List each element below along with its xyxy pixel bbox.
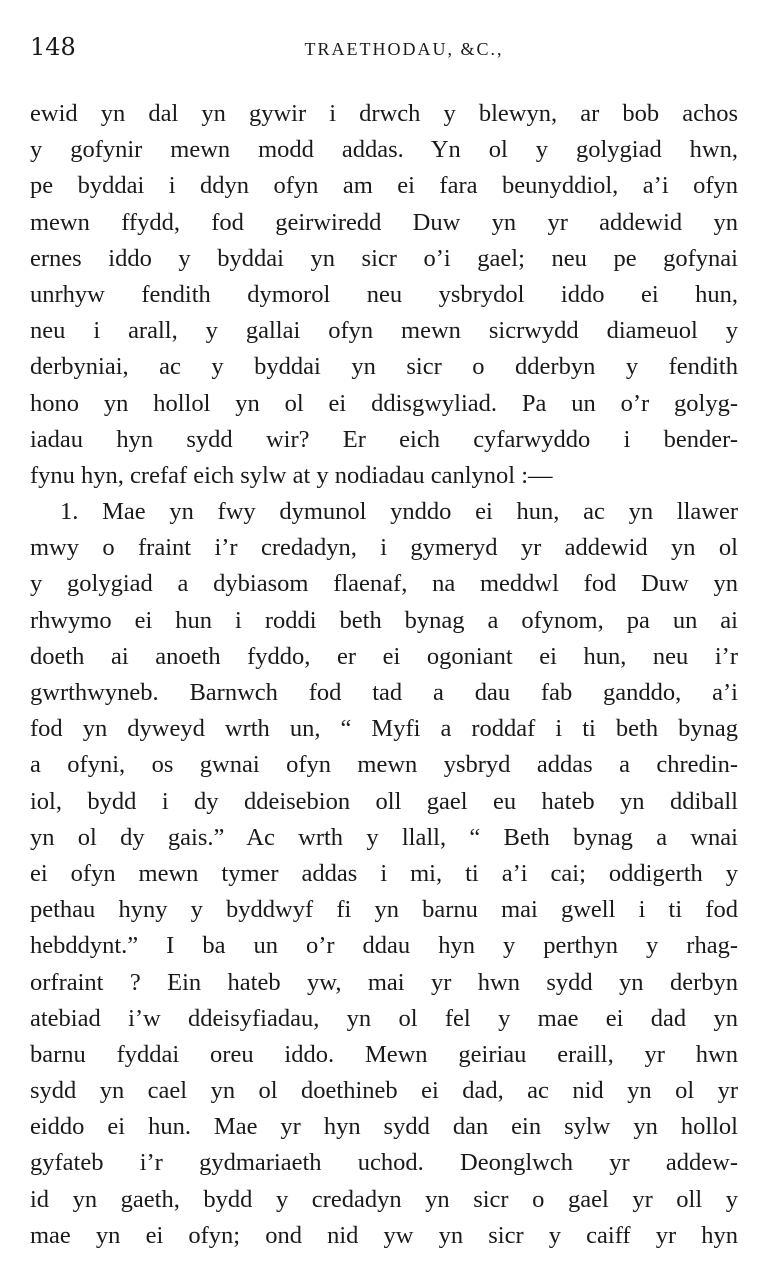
text-line: hono yn hollol yn ol ei ddisgwyliad. Pa un o’r golyg-	[30, 389, 738, 417]
text-line: id yn gaeth, bydd y credadyn yn sicr o gael yr oll y	[30, 1185, 738, 1213]
text-line: ewid yn dal yn gywir i drwch y blewyn, ar bob achos	[30, 100, 738, 127]
text-line: orfraint ? Ein hateb yw, mai yr hwn sydd yn derbyn	[30, 968, 738, 996]
paragraph-first-line: 1. Mae yn fwy dymunol ynddo ei hun, ac yn llawer	[60, 498, 738, 526]
text-line: a ofyni, os gwnai ofyn mewn ysbryd addas a chredin-	[30, 751, 738, 779]
text-line: doeth ai anoeth fyddo, er ei ogoniant ei hun, neu i’r	[30, 642, 738, 670]
text-line: hebddynt.” I ba un o’r ddau hyn y perthyn y rhag-	[30, 932, 738, 960]
text-line: pe byddai i ddyn ofyn am ei fara beunyddiol, a’i ofyn	[30, 172, 738, 200]
body-text	[30, 96, 738, 1254]
text-line: pethau hyny y byddwyf fi yn barnu mai gwell i ti fod	[30, 896, 738, 924]
page-number: 148	[30, 33, 76, 61]
running-head	[30, 30, 738, 64]
text-line: rhwymo ei hun i roddi beth bynag a ofynom, pa un ai	[30, 606, 738, 634]
text-line: fod yn dyweyd wrth un, “ Myfi a roddaf i ti beth bynag	[30, 715, 738, 743]
text-line: neu i arall, y gallai ofyn mewn sicrwydd diameuol y	[30, 317, 738, 345]
text-line: iadau hyn sydd wir? Er eich cyfarwyddo i bender-	[30, 425, 738, 453]
text-line: fynu hyn, crefaf eich sylw at y nodiadau canlynol :—	[30, 461, 553, 489]
text-line: atebiad i’w ddeisyfiadau, yn ol fel y mae ei dad yn	[30, 1004, 738, 1032]
text-line: mwy o fraint i’r credadyn, i gymeryd yr addewid yn ol	[30, 534, 738, 562]
text-line: ernes iddo y byddai yn sicr o’i gael; neu pe gofynai	[30, 244, 738, 272]
running-title: TRAETHODAU, &C.,	[304, 39, 504, 59]
text-line: y gofynir mewn modd addas. Yn ol y golygiad hwn,	[30, 136, 738, 164]
text-line: mae yn ei ofyn; ond nid yw yn sicr y caiff yr hyn	[30, 1221, 738, 1249]
text-line: gyfateb i’r gydmariaeth uchod. Deonglwch yr addew-	[30, 1149, 738, 1177]
text-line: gwrthwyneb. Barnwch fod tad a dau fab ganddo, a’i	[30, 679, 738, 706]
text-line: derbyniai, ac y byddai yn sicr o dderbyn y fendith	[30, 353, 738, 381]
text-line: barnu fyddai oreu iddo. Mewn geiriau eraill, yr hwn	[30, 1040, 738, 1068]
text-line: ei ofyn mewn tymer addas i mi, ti a’i cai; oddigerth y	[30, 859, 738, 887]
text-line: y golygiad a dybiasom flaenaf, na meddwl fod Duw yn	[30, 570, 738, 598]
text-line: eiddo ei hun. Mae yr hyn sydd dan ein sylw yn hollol	[30, 1113, 738, 1141]
text-line: mewn ffydd, fod geirwiredd Duw yn yr addewid yn	[30, 208, 738, 236]
text-line: unrhyw fendith dymorol neu ysbrydol iddo ei hun,	[30, 280, 738, 308]
text-line: yn ol dy gais.” Ac wrth y llall, “ Beth bynag a wnai	[30, 823, 738, 851]
text-line: iol, bydd i dy ddeisebion oll gael eu hateb yn ddiball	[30, 787, 738, 815]
text-line: sydd yn cael yn ol doethineb ei dad, ac nid yn ol yr	[30, 1077, 738, 1105]
